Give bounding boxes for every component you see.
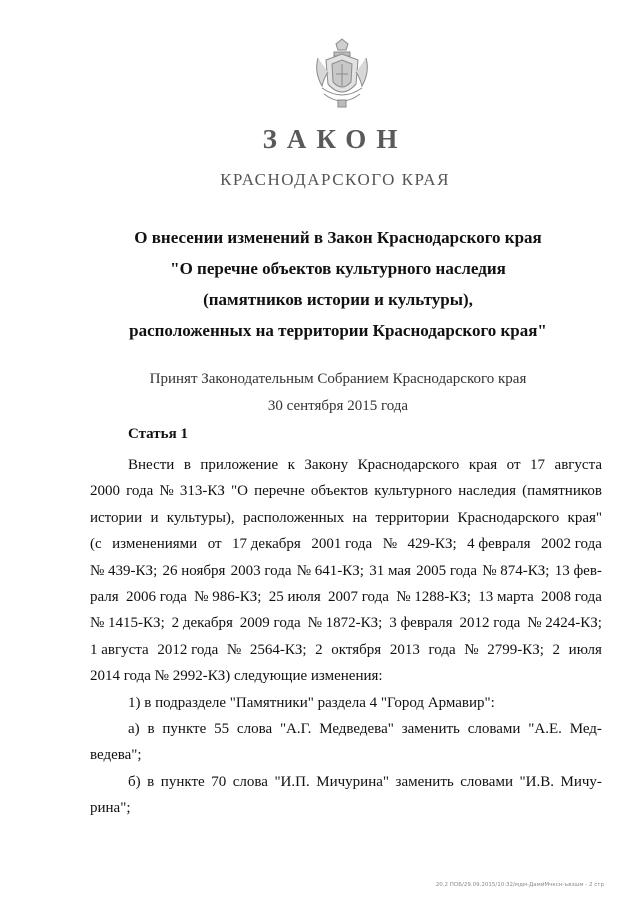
word: 2001 года bbox=[311, 536, 373, 553]
word: края bbox=[468, 457, 498, 473]
word: края" bbox=[567, 509, 602, 526]
word: (с bbox=[90, 536, 102, 553]
word: перечне bbox=[254, 483, 305, 500]
word: 70 bbox=[211, 773, 227, 790]
word: 2 декабря bbox=[171, 615, 233, 632]
word: и bbox=[150, 509, 159, 526]
word: 2002 года bbox=[541, 536, 602, 553]
word: 17 bbox=[530, 457, 546, 473]
word: раля bbox=[90, 588, 119, 605]
word: 31 мая bbox=[369, 562, 411, 579]
word: Медведева" bbox=[319, 720, 394, 737]
word: 13 марта bbox=[478, 588, 534, 605]
word: к bbox=[287, 457, 295, 473]
word: № 986-КЗ; bbox=[194, 588, 262, 605]
document-title-line: (памятников истории и культуры), bbox=[203, 290, 473, 309]
text-line bbox=[90, 478, 602, 504]
text-line bbox=[90, 742, 602, 768]
article-heading: Статья 1 bbox=[128, 426, 188, 442]
word: октября bbox=[331, 641, 382, 658]
word: изменениями bbox=[112, 536, 198, 553]
document-title-line: расположенных на территории Краснодарского края" bbox=[129, 321, 547, 340]
word: 2 bbox=[552, 641, 561, 658]
document-title-line: О внесении изменений в Закон Краснодарского края bbox=[134, 228, 542, 247]
text-line bbox=[90, 663, 602, 689]
word: Внести bbox=[128, 457, 175, 473]
word: 25 июля bbox=[268, 588, 321, 605]
word: расположенных bbox=[242, 509, 345, 526]
word: словами bbox=[467, 720, 521, 737]
word: заменить bbox=[401, 720, 460, 737]
word: Закону bbox=[304, 457, 349, 473]
word: на bbox=[352, 509, 368, 526]
word: культурного bbox=[374, 483, 453, 500]
word: пункте bbox=[162, 720, 207, 737]
text-line bbox=[90, 452, 602, 478]
footer-stamp: 20.2 ПОБ/29.09.2015/10:32/мдм-ДамйМчксн-ъвзшм - 2 стр bbox=[435, 882, 604, 888]
word: 1) в подразделе "Памятники" раздела 4 "Город Армавир": bbox=[128, 694, 495, 711]
word: 2 bbox=[315, 641, 323, 658]
word: в bbox=[147, 773, 155, 790]
word: б) bbox=[128, 773, 141, 790]
word: 2008 года bbox=[541, 588, 602, 605]
text-line bbox=[90, 558, 602, 584]
text-line bbox=[90, 505, 602, 531]
word: года bbox=[428, 641, 456, 658]
word: приложение bbox=[200, 457, 279, 473]
text-line bbox=[90, 795, 602, 821]
word: "И.В. bbox=[519, 773, 554, 790]
word: № 1288-КЗ; bbox=[396, 588, 471, 605]
text-line bbox=[90, 769, 602, 795]
word: "О bbox=[230, 483, 248, 500]
word: 2003 года bbox=[230, 562, 292, 579]
word: № 874-КЗ; bbox=[482, 562, 550, 579]
text-line bbox=[90, 690, 602, 716]
word: наследия bbox=[458, 483, 517, 500]
word: 2009 года bbox=[239, 615, 301, 632]
text-line bbox=[90, 637, 602, 663]
word: (памятников bbox=[522, 483, 602, 500]
article-body bbox=[90, 452, 602, 821]
word: Мичурина" bbox=[316, 773, 390, 790]
word: 17 декабря bbox=[232, 536, 301, 553]
word: № bbox=[464, 641, 479, 658]
word: 313-КЗ bbox=[179, 483, 225, 500]
text-line bbox=[90, 531, 602, 557]
word: 13 фев- bbox=[554, 562, 602, 579]
word: № 1872-КЗ; bbox=[307, 615, 383, 632]
word: Краснодарского bbox=[457, 509, 560, 526]
document-title bbox=[0, 222, 640, 346]
word: объектов bbox=[310, 483, 369, 500]
word: 429-КЗ; bbox=[407, 536, 457, 553]
word: 2013 bbox=[389, 641, 420, 658]
word: Мед- bbox=[569, 720, 602, 737]
word: года bbox=[126, 483, 154, 500]
word: 4 февраля bbox=[467, 536, 531, 553]
word: № bbox=[159, 483, 174, 500]
document-title-line: "О перечне объектов культурного наследия bbox=[170, 259, 506, 278]
word: № 439-КЗ; bbox=[90, 562, 158, 579]
word: "А.Г. bbox=[279, 720, 312, 737]
word: в bbox=[147, 720, 155, 737]
adoption-line: Принят Законодательным Собранием Краснодарского края bbox=[149, 371, 527, 387]
adoption-date: 30 сентября 2015 года bbox=[267, 398, 409, 414]
word: 2564-КЗ; bbox=[249, 641, 307, 658]
word: 26 ноября bbox=[162, 562, 226, 579]
word: 2000 bbox=[90, 483, 120, 500]
word: 2799-КЗ; bbox=[487, 641, 544, 658]
word: № bbox=[226, 641, 242, 658]
word: 3 февраля bbox=[389, 615, 453, 632]
word: "А.Е. bbox=[528, 720, 562, 737]
word: 55 bbox=[214, 720, 230, 737]
coat-of-arms-icon bbox=[312, 38, 372, 110]
word: словами bbox=[460, 773, 513, 790]
word: а) bbox=[128, 720, 140, 737]
word: рина"; bbox=[90, 800, 131, 817]
word: слова bbox=[232, 773, 268, 790]
word: от bbox=[207, 536, 222, 553]
word: заменить bbox=[395, 773, 454, 790]
word: 2012 года bbox=[157, 641, 219, 658]
word: августа bbox=[554, 457, 602, 473]
word: ведева"; bbox=[90, 747, 142, 764]
word: в bbox=[183, 457, 191, 473]
word: пункте bbox=[160, 773, 205, 790]
word: культуры), bbox=[166, 509, 235, 526]
word: 1 августа bbox=[90, 641, 149, 658]
word: "И.П. bbox=[274, 773, 310, 790]
word: 2006 года bbox=[125, 588, 187, 605]
text-line bbox=[90, 584, 602, 610]
word: Краснодарского bbox=[357, 457, 460, 473]
word: № bbox=[382, 536, 397, 553]
word: № 2424-КЗ; bbox=[527, 615, 602, 632]
page-title: ЗАКОН bbox=[262, 124, 408, 154]
word: № 1415-КЗ; bbox=[90, 615, 165, 632]
word: Мичу- bbox=[560, 773, 602, 790]
text-line bbox=[90, 716, 602, 742]
text-line bbox=[90, 610, 602, 636]
word: июля bbox=[568, 641, 602, 658]
word: 2014 года № 2992-КЗ) следующие изменения: bbox=[90, 668, 383, 685]
word: 2005 года bbox=[416, 562, 478, 579]
word: № 641-КЗ; bbox=[296, 562, 364, 579]
word: истории bbox=[90, 509, 143, 526]
word: 2012 года bbox=[459, 615, 521, 632]
adoption-info bbox=[0, 366, 640, 420]
page-subtitle: КРАСНОДАРСКОГО КРАЯ bbox=[220, 170, 450, 189]
word: слова bbox=[236, 720, 273, 737]
word: от bbox=[506, 457, 521, 473]
word: 2007 года bbox=[328, 588, 389, 605]
word: территории bbox=[375, 509, 450, 526]
